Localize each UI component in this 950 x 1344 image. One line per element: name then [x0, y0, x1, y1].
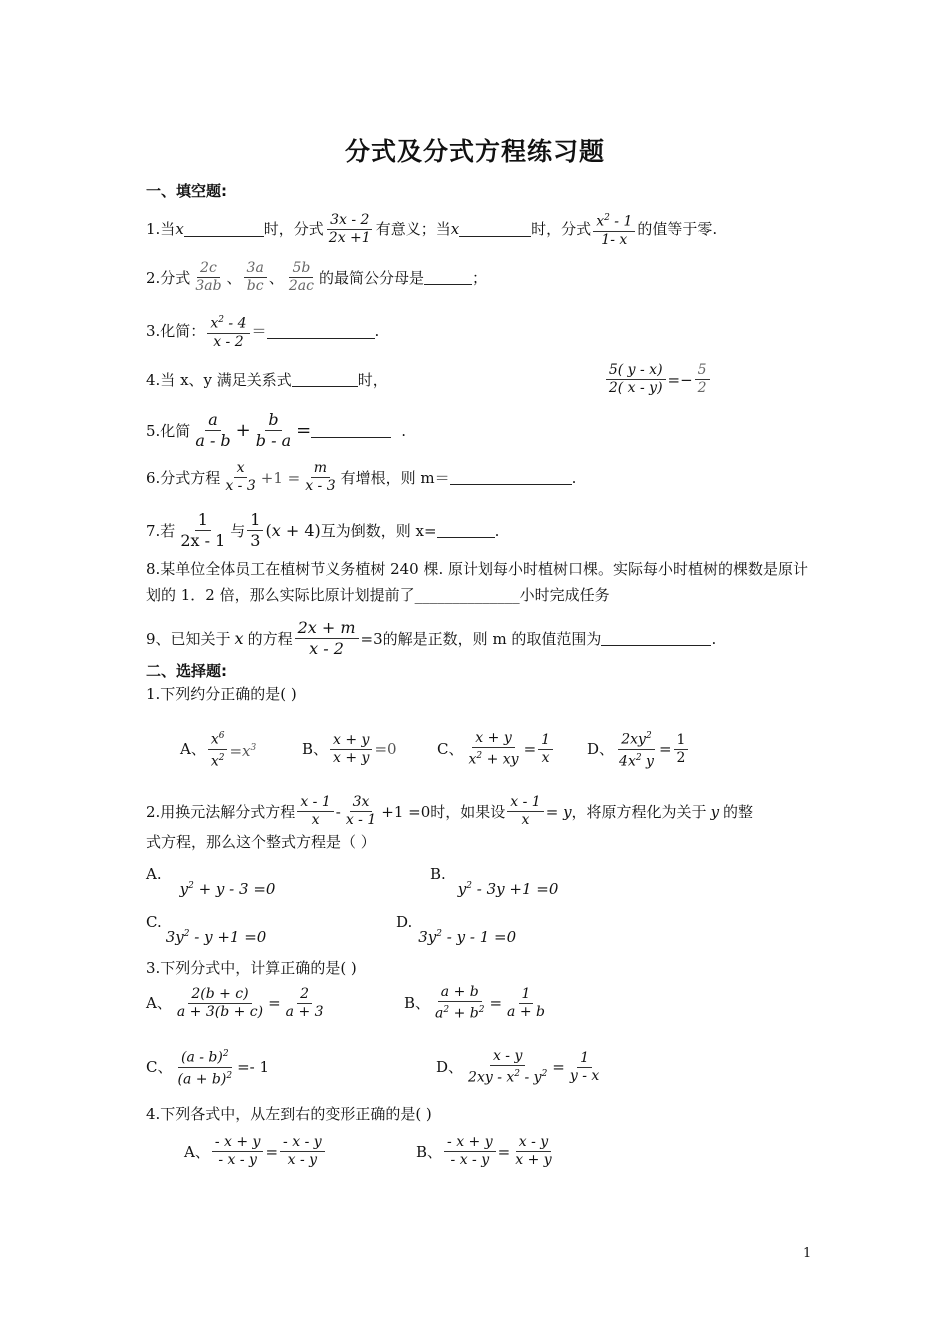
- question-1: 1.当 x 时，分式 3x - 2 2x +1 有意义；当 x 时，分式 $x^2 - 1$ 1- x 的值等于零.: [146, 211, 718, 248]
- question-3: 3.化简： $x^2 - 4$ x - 2 ＝ .: [146, 312, 826, 351]
- choice-3-options-ab: [146, 984, 826, 1023]
- answer-blank[interactable]: [459, 222, 531, 237]
- option-b[interactable]: B、 $\frac{- x + y}{- x - y}$ = $\frac{x - y}{x + y}$: [416, 1134, 557, 1169]
- fraction: $\frac{x^6}{x^2}$: [208, 728, 228, 770]
- fraction: 5b 2ac: [288, 260, 314, 294]
- choice-4-options: [184, 1134, 864, 1169]
- option-a[interactable]: A、 $\frac{- x + y}{- x - y}$ = $\frac{- x - y}{x - y}$: [184, 1134, 416, 1169]
- fraction: $x^2 - 1$ 1- x: [593, 210, 635, 249]
- answer-blank[interactable]: [450, 470, 572, 485]
- choice-question-2-cont: 式方程，那么这个整式方程是（ ）: [146, 833, 376, 851]
- fraction: $\frac{1}{2}$: [674, 732, 689, 767]
- fraction: $\frac{2(b + c)}{a + 3(b + c)}$: [176, 985, 264, 1020]
- fraction: 2c 3ab: [195, 260, 222, 294]
- option-a[interactable]: A、 $\frac{2(b + c)}{a + 3(b + c)}$ = $\frac{2}{a + 3}$: [146, 986, 404, 1021]
- question-6: 6.分式方程 x x - 3 +1 = $\frac{m}{x - 3}$ 有增根，则 m＝ .: [146, 460, 577, 494]
- fraction: $\frac{1}{y - x}$: [569, 1049, 600, 1084]
- answer-blank[interactable]: [424, 270, 472, 285]
- choice-2-options-cd: [146, 912, 826, 947]
- fraction: $\frac{(a - b)^2}{(a + b)^2}$: [174, 1046, 235, 1088]
- fraction: x x - 3: [225, 460, 256, 494]
- fraction: $\frac{x - y}{2xy - x^2 - y^2}$: [468, 1047, 548, 1086]
- question-2: 2.分式 2c 3ab 、 3a bc 、 5b 2ac 的最简公分母是 ；: [146, 260, 487, 294]
- answer-blank[interactable]: [437, 523, 495, 538]
- fraction: x - 1 x: [297, 794, 333, 829]
- question-4: 4.当 x、y 满足关系式 时， $\frac{5( y - x)}{2( x - y)}$ =− $\frac{5}{2}$: [146, 362, 826, 397]
- fraction: 1 3: [247, 510, 263, 551]
- option-a[interactable]: A. $y^2 + y - 3 =0$: [146, 865, 276, 898]
- option-d[interactable]: D. $3y^2 - y - 1 =0$: [396, 913, 517, 946]
- fraction: $\frac{1}{a + b}$: [507, 985, 545, 1020]
- fraction: $x^2 - 4$ x - 2: [207, 312, 249, 351]
- fraction: a a - b: [195, 410, 231, 450]
- option-c[interactable]: C、 $\frac{(a - b)^2}{(a + b)^2}$ =- 1: [146, 1046, 436, 1088]
- choice-1-options: [180, 728, 860, 770]
- option-b[interactable]: B、 $\frac{a + b}{a^2 + b^2}$ = $\frac{1}{a + b}$: [404, 984, 550, 1023]
- fraction: $\frac{5( y - x)}{2( x - y)}$: [606, 362, 666, 397]
- fraction: 1 2x - 1: [180, 510, 226, 550]
- answer-blank[interactable]: [184, 222, 264, 237]
- fraction: $\frac{x - y}{x + y}$: [515, 1134, 552, 1168]
- question-8: 8.某单位全体员工在植树节义务植树 240 棵. 原计划每小时植树口棵。实际每小时植树的棵数是原计划的 1．2 倍，那么实际比原计划提前了______________小时完成任务: [146, 560, 809, 604]
- option-d[interactable]: D、 $\frac{2xy^2}{4x^2 y}$ = $\frac{1}{2}$: [587, 728, 690, 770]
- choice-3-options-cd: [146, 1046, 826, 1088]
- option-a[interactable]: A、 $\frac{x^6}{x^2}$ $=x^3$: [180, 728, 302, 770]
- option-b[interactable]: B. $y^2 - 3y +1 =0$: [430, 865, 559, 898]
- choice-2-options-ab: [146, 864, 826, 899]
- question-7: 7.若 1 2x - 1 与 1 3 (x + 4) 互为倒数，则 x= .: [146, 510, 500, 550]
- fraction: $\frac{x + y}{x + y}$: [330, 732, 372, 767]
- section-multiple-choice: 二、选择题:: [146, 662, 227, 680]
- fraction: 3x x - 1: [345, 794, 377, 828]
- fraction: $\frac{5}{2}$: [695, 362, 710, 397]
- fraction: $\frac{a + b}{a^2 + b^2}$: [435, 984, 485, 1022]
- fraction: 3a bc: [244, 260, 267, 295]
- fraction: $\frac{x - 1}{x}$: [507, 794, 543, 829]
- fraction: $\frac{2}{a + 3}$: [285, 985, 324, 1020]
- fraction: $\frac{1}{x}$: [538, 732, 553, 767]
- answer-blank[interactable]: [601, 631, 711, 646]
- fraction: $\frac{- x + y}{- x - y}$: [212, 1134, 264, 1169]
- fraction: $\frac{2xy^2}{4x^2 y}$: [616, 728, 657, 770]
- page-title: 分式及分式方程练习题: [344, 137, 605, 166]
- choice-question-3: 3.下列分式中，计算正确的是( ): [146, 959, 357, 977]
- fraction: $\frac{b}{b - a}$: [255, 410, 292, 450]
- option-c[interactable]: C. $3y^2 - y +1 =0$: [146, 913, 267, 946]
- page-number: 1: [803, 1246, 812, 1261]
- question-9: 9、已知关于 x 的方程 $\frac{2x + m}{x - 2}$ =3 的解是正数，则 m 的取值范围为 .: [146, 618, 717, 658]
- question-5: 5.化简 a a - b + $\frac{b}{b - a}$ = .: [146, 410, 406, 450]
- fraction: $\frac{m}{x - 3}$: [305, 460, 336, 494]
- choice-question-2: 2.用换元法解分式方程 x - 1 x - 3x x - 1 +1 =0 时，如果设 $\frac{x - 1}{x}$ = y ，将原方程化为关于 y 的整: [146, 794, 754, 828]
- fraction: $\frac{x + y}{x^2 + xy}$: [468, 729, 519, 768]
- choice-question-1: 1.下列约分正确的是( ): [146, 685, 297, 703]
- fraction: $\frac{2x + m}{x - 2}$: [295, 618, 359, 659]
- answer-blank[interactable]: [292, 372, 358, 387]
- answer-blank[interactable]: [311, 423, 391, 438]
- fraction: $\frac{- x + y}{- x - y}$: [444, 1134, 496, 1169]
- fraction: 3x - 2 2x +1: [328, 211, 371, 246]
- answer-blank[interactable]: [267, 324, 375, 339]
- section-fill-blank: 一、填空题:: [146, 182, 227, 200]
- fraction: $\frac{- x - y}{x - y}$: [280, 1134, 325, 1169]
- option-c[interactable]: C、 $\frac{x + y}{x^2 + xy}$ = $\frac{1}{x}$: [437, 730, 587, 769]
- option-d[interactable]: D、 $\frac{x - y}{2xy - x^2 - y^2}$ = $\frac{1}{y - x}$: [436, 1048, 604, 1087]
- option-b[interactable]: B、 $\frac{x + y}{x + y}$ =0: [302, 731, 397, 766]
- choice-question-4: 4.下列各式中，从左到右的变形正确的是( ): [146, 1105, 432, 1123]
